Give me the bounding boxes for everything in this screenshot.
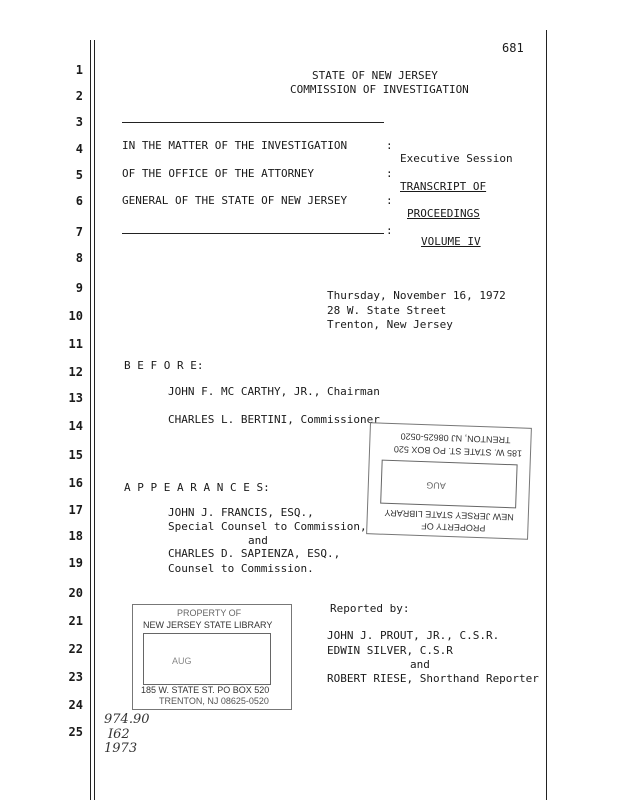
appearance-line: Counsel to Commission.	[168, 562, 314, 575]
line-number: 3	[75, 115, 83, 129]
line-number: 14	[68, 419, 83, 433]
stamp-text: PROPERTY OF	[177, 608, 242, 618]
caption-line: OF THE OFFICE OF THE ATTORNEY	[122, 167, 315, 180]
hearing-date: Thursday, November 16, 1972	[327, 289, 506, 302]
handwritten-call-number: 1973	[104, 741, 138, 756]
caption-line: GENERAL OF THE STATE OF NEW JERSEY	[122, 194, 348, 207]
before-label: B E F O R E:	[124, 359, 204, 372]
stamp-text: 185 W. STATE ST. PO BOX 520	[393, 444, 523, 459]
caption-colon: :	[386, 167, 393, 180]
appearances-label: A P P E A R A N C E S:	[124, 481, 270, 494]
reporter-line: ROBERT RIESE, Shorthand Reporter	[327, 672, 539, 685]
line-number: 7	[75, 225, 83, 239]
line-number: 12	[68, 365, 83, 379]
reporter-line: EDWIN SILVER, C.S.R	[327, 644, 453, 657]
stamp-text: NEW JERSEY STATE LIBRARY	[384, 507, 514, 523]
caption-colon: :	[386, 224, 393, 237]
line-number: 13	[68, 391, 83, 405]
caption-line: IN THE MATTER OF THE INVESTIGATION	[122, 139, 348, 152]
appearance-line: Special Counsel to Commission,	[168, 520, 367, 533]
line-number: 21	[68, 614, 83, 628]
stamp-date-mark: AUG	[172, 656, 192, 666]
line-number: 4	[75, 142, 83, 156]
before-member: CHARLES L. BERTINI, Commissioner	[168, 413, 380, 426]
appearance-line: CHARLES D. SAPIENZA, ESQ.,	[168, 547, 341, 560]
reporter-line: JOHN J. PROUT, JR., C.S.R.	[327, 629, 500, 642]
stamp-inner-box	[143, 633, 271, 685]
line-number: 16	[68, 476, 83, 490]
line-number: 11	[68, 337, 83, 351]
transcript-of-label: TRANSCRIPT OF	[400, 180, 487, 193]
appearance-line: and	[248, 534, 268, 547]
line-number: 9	[75, 281, 83, 295]
proceedings-label: PROCEEDINGS	[407, 207, 480, 220]
stamp-inner-box	[380, 460, 517, 509]
left-margin-rule	[90, 40, 91, 800]
appearance-line: JOHN J. FRANCIS, ESQ.,	[168, 506, 314, 519]
line-number: 17	[68, 503, 83, 517]
line-number: 23	[68, 670, 83, 684]
stamp-text: PROPERTY OF	[421, 521, 486, 534]
line-number: 18	[68, 529, 83, 543]
line-number: 8	[75, 251, 83, 265]
line-number: 19	[68, 556, 83, 570]
reporter-line: and	[410, 658, 430, 671]
heading-state: STATE OF NEW JERSEY	[312, 69, 438, 82]
line-number: 6	[75, 194, 83, 208]
stamp-text: NEW JERSEY STATE LIBRARY	[143, 620, 273, 630]
handwritten-call-number: 974.90	[104, 712, 150, 727]
caption-colon: :	[386, 194, 393, 207]
caption-top-rule	[122, 122, 384, 123]
line-number: 1	[75, 63, 83, 77]
stamp-text: 185 W. STATE ST. PO BOX 520	[141, 685, 270, 695]
stamp-date-mark: AUG	[426, 480, 447, 491]
left-margin-rule-inner	[94, 40, 95, 800]
stamp-text: TRENTON, NJ 08625-0520	[400, 431, 511, 446]
reported-by-label: Reported by:	[330, 602, 410, 615]
stamp-text: TRENTON, NJ 08625-0520	[159, 696, 269, 706]
caption-colon: :	[386, 139, 393, 152]
library-stamp-lower	[132, 604, 292, 710]
line-number: 22	[68, 642, 83, 656]
line-number: 20	[68, 586, 83, 600]
right-margin-rule	[546, 30, 547, 800]
line-number: 25	[68, 725, 83, 739]
hearing-city: Trenton, New Jersey	[327, 318, 453, 331]
handwritten-call-number: I62	[108, 727, 130, 742]
line-number: 5	[75, 168, 83, 182]
caption-bottom-rule	[122, 233, 384, 234]
library-stamp-upper	[366, 422, 532, 540]
heading-commission: COMMISSION OF INVESTIGATION	[290, 83, 469, 96]
line-number: 24	[68, 698, 83, 712]
hearing-address: 28 W. State Street	[327, 304, 447, 317]
line-number: 10	[68, 309, 83, 323]
volume-label: VOLUME IV	[421, 235, 481, 248]
line-number: 2	[75, 89, 83, 103]
page-number: 681	[502, 41, 524, 55]
session-label: Executive Session	[400, 152, 513, 165]
line-number: 15	[68, 448, 83, 462]
before-member: JOHN F. MC CARTHY, JR., Chairman	[168, 385, 380, 398]
